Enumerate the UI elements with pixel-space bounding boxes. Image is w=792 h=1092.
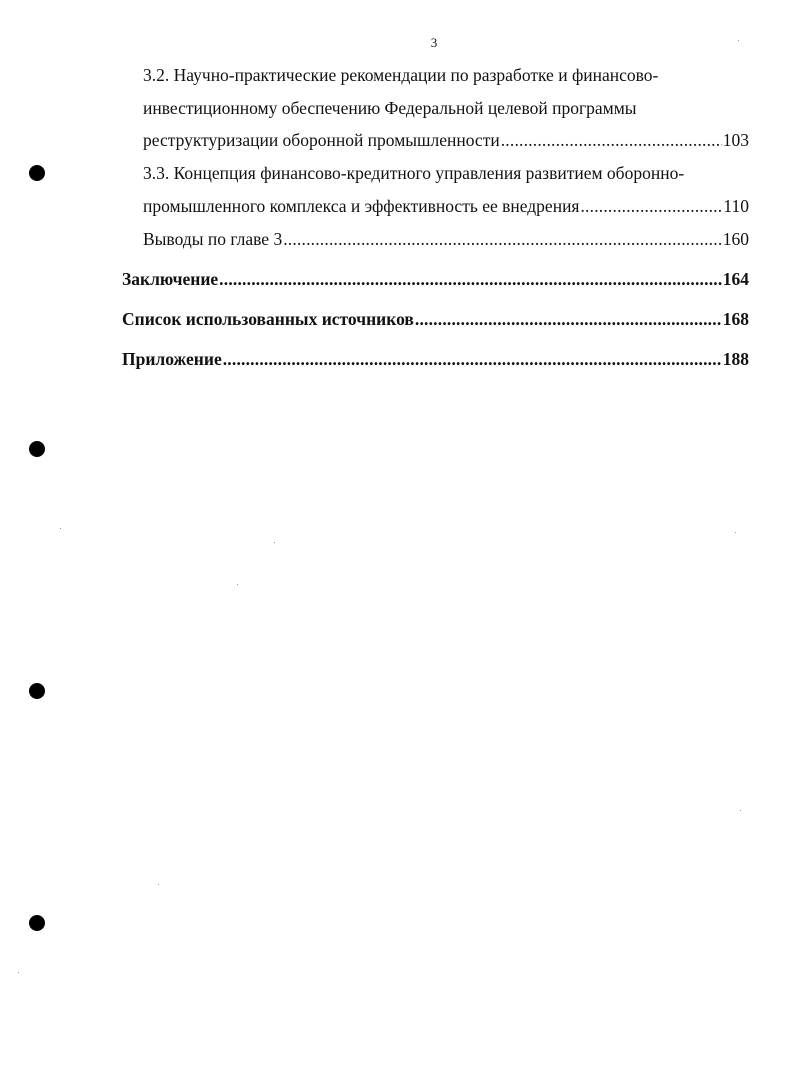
dot-leader	[223, 348, 722, 370]
dot-leader	[580, 195, 722, 217]
toc-entry-text: реструктуризации оборонной промышленности	[143, 130, 500, 150]
dot-leader	[501, 129, 722, 151]
scan-speck	[738, 40, 739, 41]
toc-entry-appendix	[122, 348, 749, 370]
toc-entry-text: Приложение	[122, 349, 222, 369]
toc-entry-3-3-line-2	[143, 195, 749, 217]
scan-speck	[18, 972, 19, 973]
toc-page-number: 188	[722, 349, 749, 369]
toc-entry-text: промышленного комплекса и эффективность ее внедрения	[143, 196, 580, 216]
scan-speck	[274, 542, 275, 543]
toc-page-number: 160	[722, 229, 749, 249]
scan-speck	[60, 528, 61, 529]
dot-leader	[283, 228, 722, 250]
punch-hole-icon	[29, 441, 45, 457]
toc-entry-text: Заключение	[122, 269, 219, 289]
toc-page-number: 110	[723, 196, 749, 216]
scan-speck	[237, 584, 238, 585]
punch-hole-icon	[29, 683, 45, 699]
punch-hole-icon	[29, 165, 45, 181]
toc-page-number: 103	[722, 130, 749, 150]
toc-entry-3-3-line-1	[143, 162, 684, 184]
scan-speck	[158, 884, 159, 885]
dot-leader	[415, 308, 722, 330]
toc-entry-text: 3.3. Концепция финансово-кредитного управления развитием оборонно-	[143, 163, 685, 183]
toc-entry-text: инвестиционному обеспечению Федеральной целевой программы	[143, 98, 637, 118]
toc-entry-text: Выводы по главе 3	[143, 229, 283, 249]
scan-speck	[740, 810, 741, 811]
toc-entry-conclusions-ch3	[143, 228, 749, 250]
toc-entry-text: 3.2. Научно-практические рекомендации по разработке и финансово-	[143, 65, 659, 85]
toc-entry-conclusion	[122, 268, 749, 290]
toc-entry-text: Список использованных источников	[122, 309, 414, 329]
punch-hole-icon	[29, 915, 45, 931]
toc-entry-references	[122, 308, 749, 330]
toc-page-number: 168	[722, 309, 749, 329]
toc-entry-3-2-line-3	[143, 129, 749, 151]
dot-leader	[219, 268, 722, 290]
page-number: 3	[430, 35, 438, 50]
scan-speck	[735, 532, 736, 533]
toc-entry-3-2-line-2	[143, 97, 637, 119]
toc-entry-3-2-line-1	[143, 64, 658, 86]
toc-page-number: 164	[722, 269, 749, 289]
